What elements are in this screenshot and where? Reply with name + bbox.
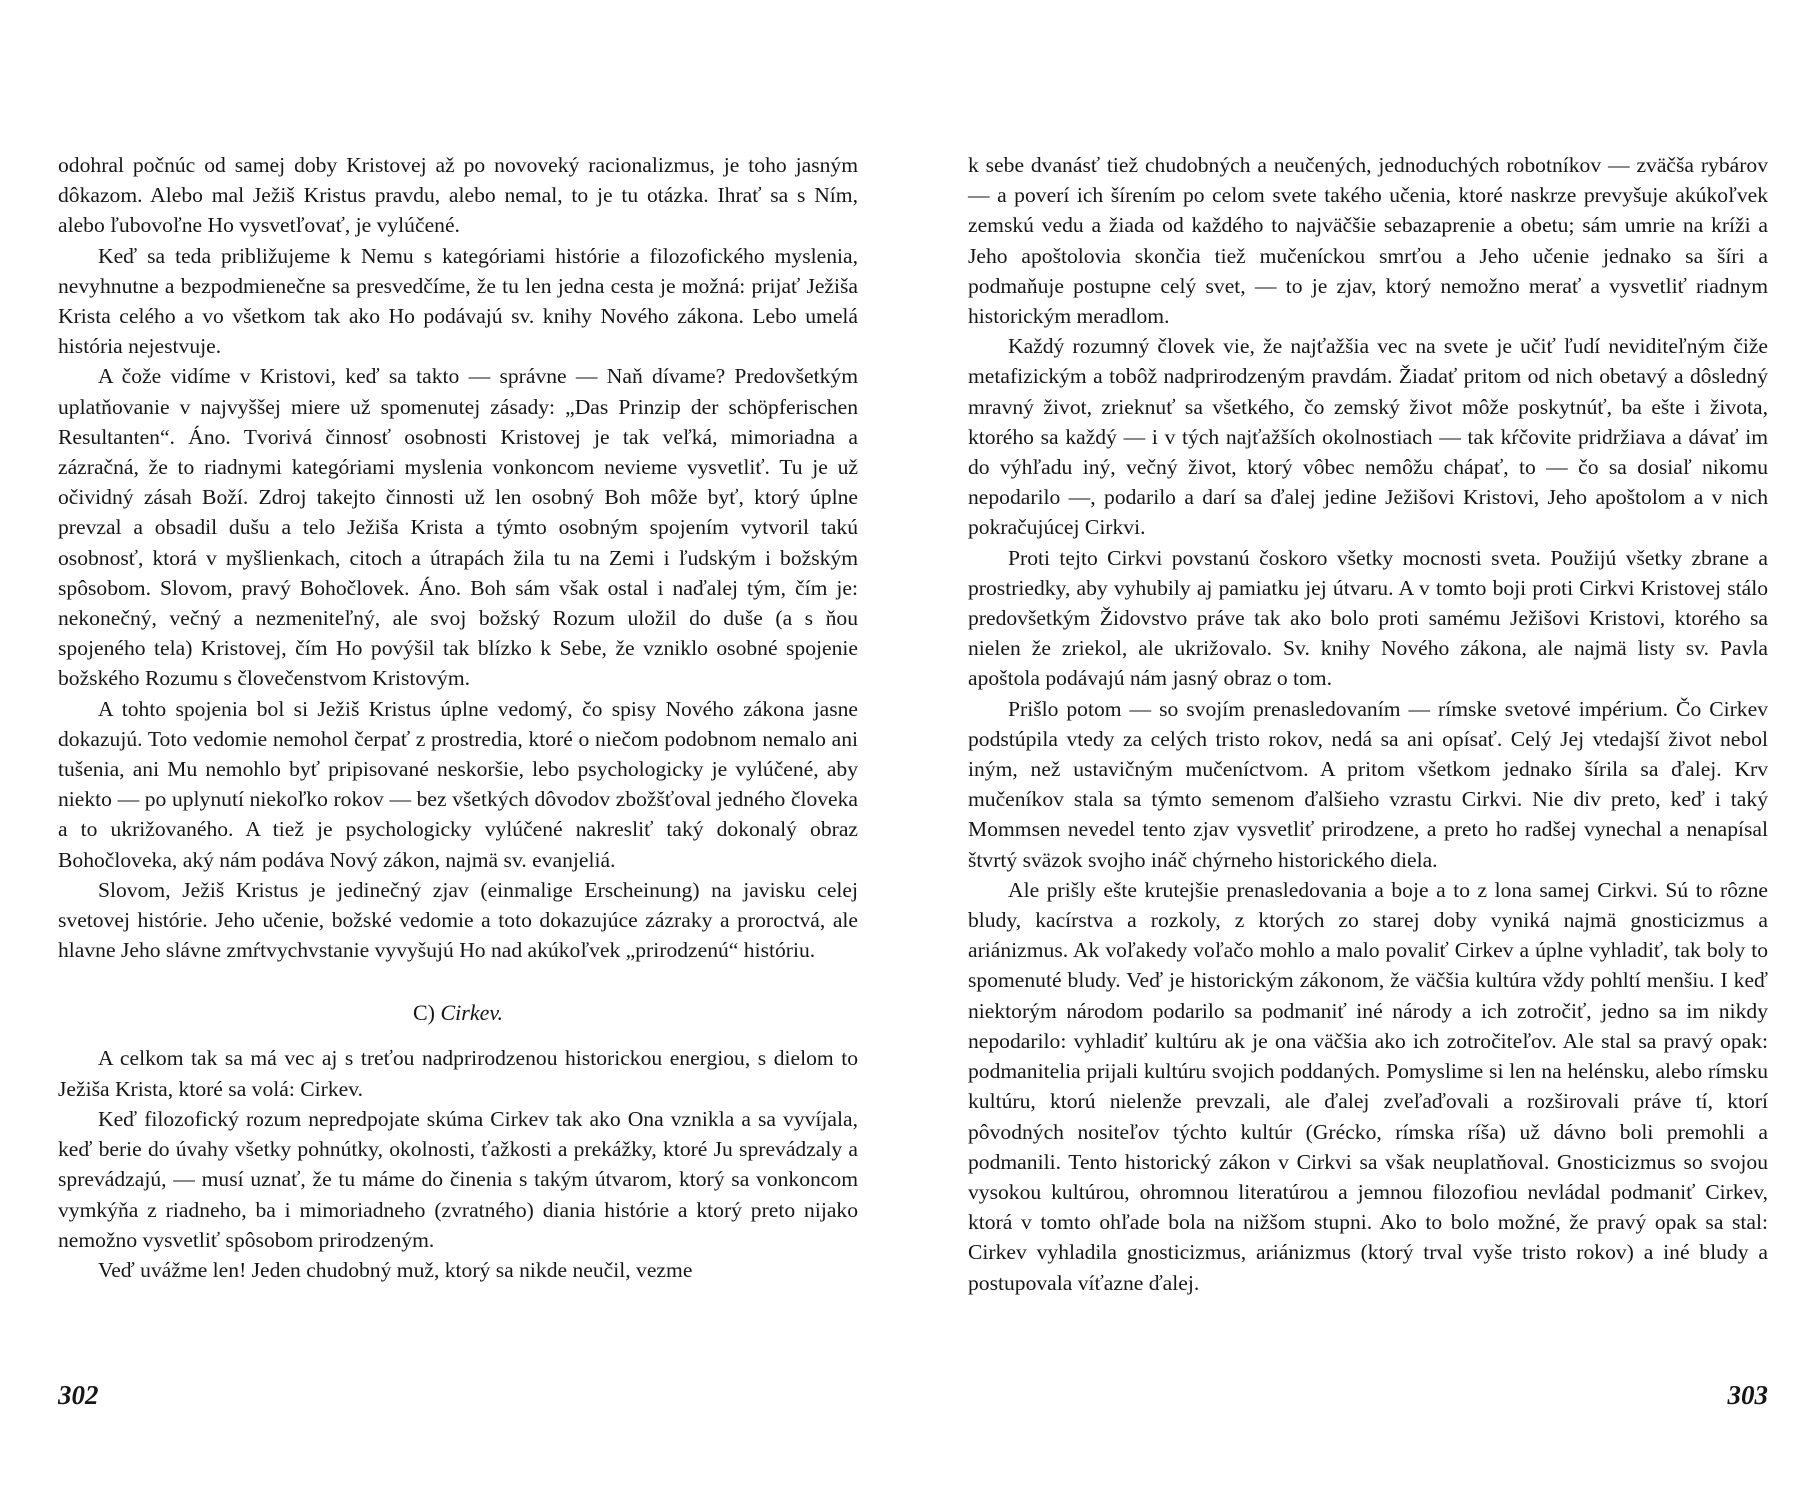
paragraph: Prišlo potom — so svojím prenasledovaním — rímske svetové impérium. Čo Cirkev podstúpila vtedy za celých tristo rokov, nedá sa ani opísať. Celý Jej vtedajší život nebol iným, než ustavičným mučeníctvom. A pritom všetkom jednako šírila sa ďalej. Krv mučeníkov stala sa týmto semenom ďalšieho vzrastu Cirkvi. Nie div preto, keď i taký Mommsen nevedel tento zjav vysvetliť prirodzene, a preto ho radšej vynechal a nenapísal štvrtý sväzok svojho ináč chýrneho historického diela. xyxy=(968,696,1768,872)
page-number: 302 xyxy=(58,1380,99,1410)
left-page-body xyxy=(58,150,858,1285)
paragraph: Proti tejto Cirkvi povstanú čoskoro všetky mocnosti sveta. Použijú všetky zbrane a prostriedky, aby vyhubily aj pamiatku jej útvaru. A v tomto boji proti Cirkvi Kristovej stálo predovšetkým Židovstvo práve tak ako bolo proti samému Ježišovi Kristovi, ktorého sa nielen že zriekol, ale ukrižovalo. Sv. knihy Nového zákona, ale najmä listy sv. Pavla apoštola podávajú nám jasný obraz o tom. xyxy=(968,545,1768,691)
paragraph: A tohto spojenia bol si Ježiš Kristus úplne vedomý, čo spisy Nového zákona jasne dokazujú. Toto vedomie nemohol čerpať z prostredia, ktoré o niečom podobnom nemalo ani tušenia, ani Mu nemohlo byť pripisované neskoršie, lebo psychologicky je vylúčené, aby niekto — po uplynutí niekoľko rokov — bez všetkých dôvodov zbožšťoval jedného človeka a to ukrižovaného. A tiež je psychologicky vylúčené nakresliť taký dokonalý obraz Bohočloveka, aký nám podáva Nový zákon, najmä sv. evanjeliá. xyxy=(58,696,858,872)
paragraph: k sebe dvanásť tiež chudobných a neučených, jednoduchých robotníkov — zväčša rybárov — a poverí ich šírením po celom svete takého učenia, ktoré naskrze prevyšuje akúkoľvek zemskú vedu a žiada od každého to najväčšie sebazaprenie a obetu; sám umrie na kríži a Jeho apoštolovia skončia tiež mučeníckou smrťou a Jeho učenie jednako sa šíri a podmaňuje postupne celý svet, — to je zjav, ktorý nemožno merať a vysvetliť riadnym historickým meradlom. xyxy=(968,153,1768,329)
right-page-body xyxy=(968,150,1768,1298)
paragraph: Veď uvážme len! Jeden chudobný muž, ktorý sa nikde neučil, vezme xyxy=(98,1257,693,1282)
paragraph: Každý rozumný človek vie, že najťažšia vec na svete je učiť ľudí neviditeľným čiže metafizickým a tobôž nadprirodzeným pravdám. Žiadať pritom od nich obetavý a dôsledný mravný život, zrieknuť sa všetkého, čo zemský život môže poskytnúť, ba ešte i života, ktorého sa každý — i v tých najťažších okolnostiach — tak kŕčovite pridržiava a dávať im do výhľadu iný, večný život, ktorý vôbec nemôžu chápať, to — čo sa dosiaľ nikomu nepodarilo —, podarilo a darí sa ďalej jedine Ježišovi Kristovi, Jeho apoštolom a v nich pokračujúcej Cirkvi. xyxy=(968,334,1768,540)
right-page xyxy=(968,150,1768,1410)
paragraph: A celkom tak sa má vec aj s treťou nadprirodzenou historickou energiou, s dielom to Ježiša Krista, ktoré sa volá: Cirkev. xyxy=(58,1046,858,1101)
section-heading xyxy=(58,998,858,1028)
left-page xyxy=(58,150,858,1410)
section-heading-title: Cirkev. xyxy=(440,1000,503,1026)
paragraph: Ale prišly ešte krutejšie prenasledovania a boje a to z lona samej Cirkvi. Sú to rôzne bludy, kacírstva a rozkoly, z ktorých zo starej doby vyniká najmä gnosticizmus a ariánizmus. Ak voľakedy voľačo mohlo a malo povaliť Cirkev a úplne vyhladiť, tak boly to spomenuté bludy. Veď je historickým zákonom, že väčšia kultúra vždy pohltí menšiu. I keď niektorým národom podarilo sa podmaniť iné národy a ich zotročiť, jedno sa im nikdy nepodarilo: vyhladiť kultúru ak je ona väčšia ako ich zotročiteľov. Ale stal sa pravý opak: podmanitelia prijali kultúru svojich poddaných. Pomyslime si len na helénsku, alebo rímsku kultúru, ktorú nielenže prevzali, ale ďalej zveľaďovali a rozširovali práve tí, ktorí pôvodných nositeľov týchto kultúr (Grécko, rímska ríša) už dávno boli premohli a podmanili. Tento historický zákon v Cirkvi sa však neuplatňoval. Gnosticizmus so svojou vysokou kultúrou, ohromnou literatúrou a jemnou filozofiou nevládal podmaniť Cirkev, ktorá v tomto ohľade bola na nižšom stupni. Ako to bolo možné, že pravý opak sa stal: Cirkev vyhladila gnosticizmus, ariánizmus (ktorý trval vyše tristo rokov) a iné bludy a postupovala víťazne ďalej. xyxy=(968,877,1768,1295)
page-number: 303 xyxy=(1727,1380,1768,1410)
paragraph: Slovom, Ježiš Kristus je jedinečný zjav (einmalige Erscheinung) na javisku celej svetovej histórie. Jeho učenie, božské vedomie a toto dokazujúce zázraky a proroctvá, ale hlavne Jeho slávne zmŕtvychvstanie vyvyšujú Ho nad akúkoľvek „prirodzenú“ históriu. xyxy=(58,877,858,963)
paragraph: odohral počnúc od samej doby Kristovej až po novoveký racionalizmus, je toho jasným dôkazom. Alebo mal Ježiš Kristus pravdu, alebo nemal, to je tu otázka. Ihrať sa s Ním, alebo ľubovoľne Ho vysvetľovať, je vylúčené. xyxy=(58,153,858,238)
paragraph: A čože vidíme v Kristovi, keď sa takto — správne — Naň dívame? Predovšetkým uplatňovanie v najvyššej miere už spomenutej zásady: „Das Prinzip der schöpferischen Resultanten“. Áno. Tvorivá činnosť osobnosti Kristovej je tak veľká, mimoriadna a zázračná, že to riadnymi kategóriami myslenia vonkoncom nevieme vysvetliť. Tu je už očividný zásah Boží. Zdroj takejto činnosti už len osobný Boh môže byť, ktorý úplne prevzal a obsadil dušu a telo Ježiša Krista a týmto osobným spojením vytvoril takú osobnosť, ktorá v myšlienkach, citoch a útrapách žila tu na Zemi i ľudským i božským spôsobom. Slovom, pravý Bohočlovek. Áno. Boh sám však ostal i naďalej tým, čím je: nekonečný, večný a nezmeniteľný, ale svoj božský Rozum uložil do duše (a s ňou spojeného tela) Kristovej, čím Ho povýšil tak blízko k Sebe, že vzniklo osobné spojenie božského Rozumu s človečenstvom Kristovým. xyxy=(58,364,858,691)
section-heading-prefix: C) xyxy=(412,1000,435,1026)
paragraph: Keď filozofický rozum nepredpojate skúma Cirkev tak ako Ona vznikla a sa vyvíjala, keď berie do úvahy všetky pohnútky, okolnosti, ťažkosti a prekážky, ktoré Ju sprevádzaly a sprevádzajú, — musí uznať, že tu máme do činenia s takým útvarom, ktorý sa vonkoncom vymkýňa z riadneho, ba i mimoriadneho (zvratného) diania histórie a ktorý preto nijako nemožno vysvetliť spôsobom prirodzeným. xyxy=(58,1106,858,1252)
paragraph: Keď sa teda približujeme k Nemu s kategóriami histórie a filozofického myslenia, nevyhnutne a bezpodmienečne sa presvedčíme, že tu len jedna cesta je možná: prijať Ježiša Krista celého a vo všetkom tak ako Ho podávajú sv. knihy Nového zákona. Lebo umelá história nejestvuje. xyxy=(58,243,858,359)
